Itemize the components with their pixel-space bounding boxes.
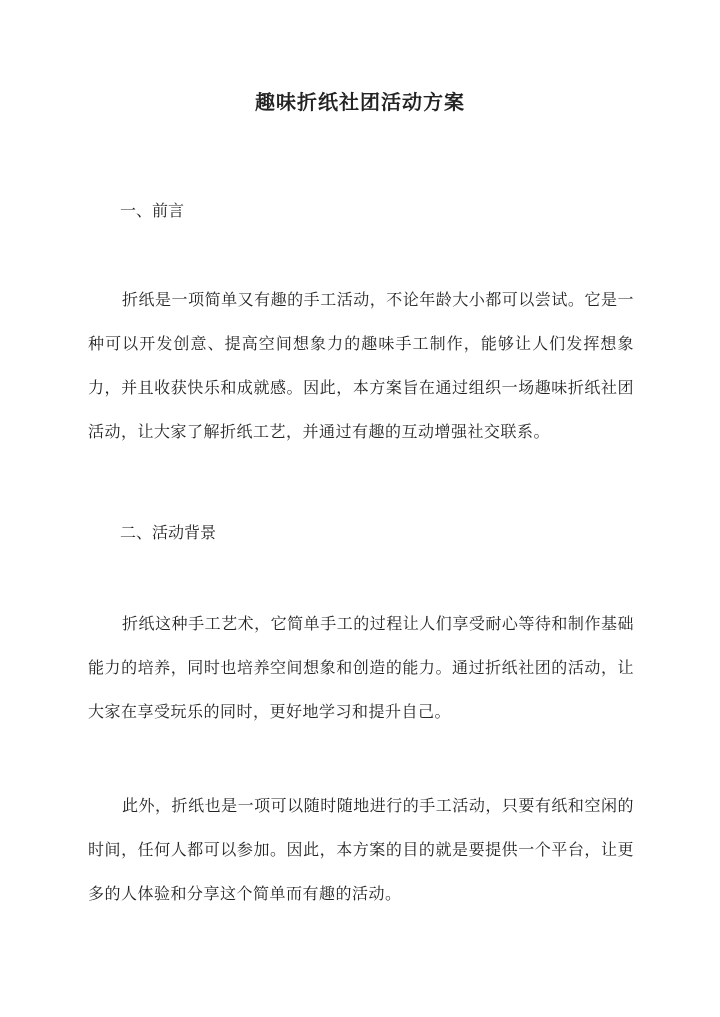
paragraph-background-1: 折纸这种手工艺术，它简单手工的过程让人们享受耐心等待和制作基础能力的培养，同时也培养空间想象和创造的能力。通过折纸社团的活动，让大家在享受玩乐的同时，更好地学习和提升自己。 (88, 614, 634, 721)
section-heading-background: 二、活动背景 (120, 523, 217, 542)
section-heading-preface: 一、前言 (120, 201, 185, 220)
paragraph-preface: 折纸是一项简单又有趣的手工活动，不论年龄大小都可以尝试。它是一种可以开发创意、提高空间想象力的趣味手工制作，能够让人们发挥想象力，并且收获快乐和成就感。因此，本方案旨在通过组织一场趣味折纸社团活动，让大家了解折纸工艺，并通过有趣的互动增强社交联系。 (88, 290, 634, 441)
document-title: 趣味折纸社团活动方案 (255, 90, 465, 114)
paragraph-background-2: 此外，折纸也是一项可以随时随地进行的手工活动，只要有纸和空闲的时间，任何人都可以参加。因此，本方案的目的就是要提供一个平台，让更多的人体验和分享这个简单而有趣的活动。 (88, 796, 634, 903)
